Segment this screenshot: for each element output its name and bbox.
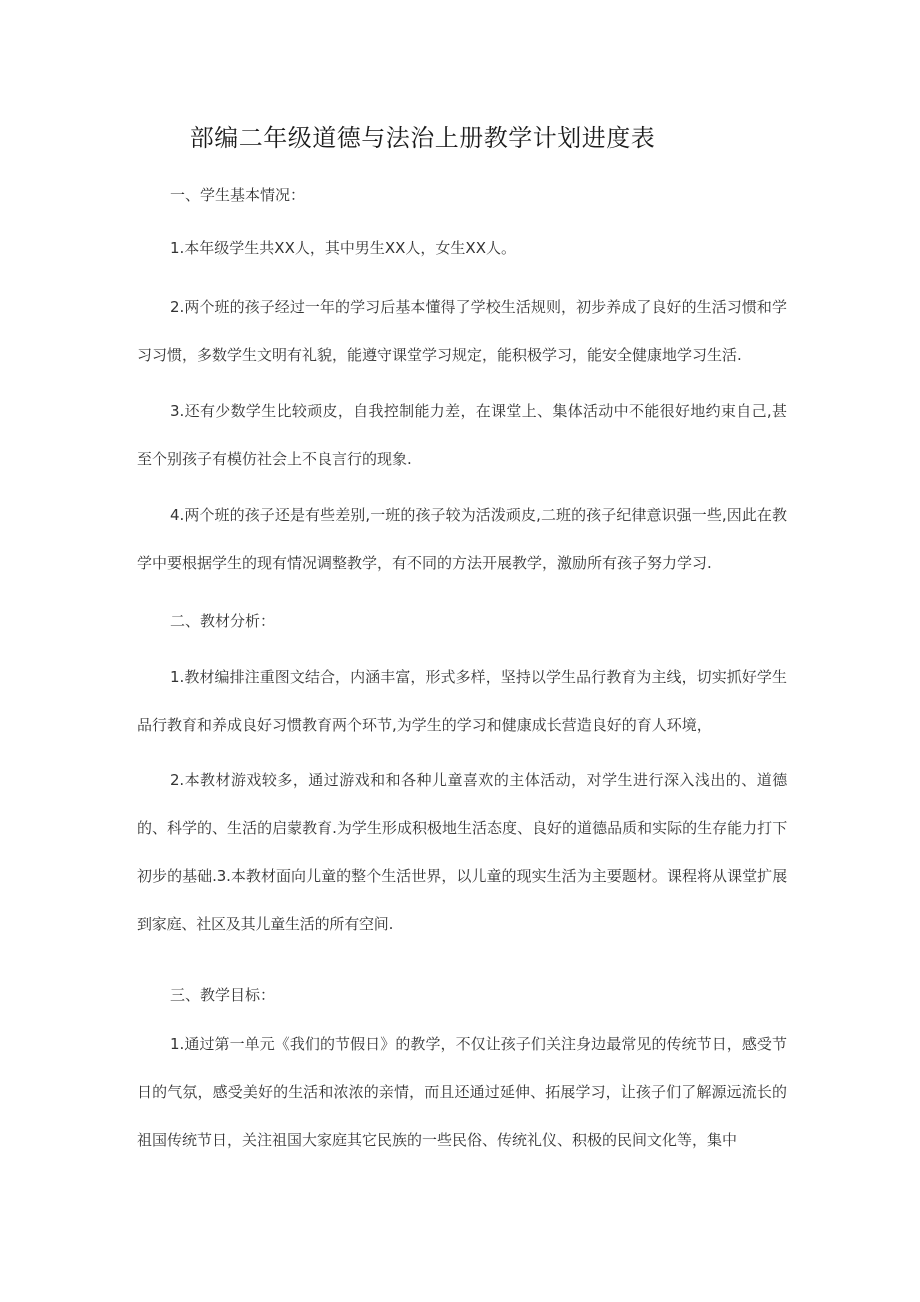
section-heading-textbook-analysis: 二、教材分析： <box>170 612 276 630</box>
paragraph-class-habits: 2.两个班的孩子经过一年的学习后基本懂得了学校生活规则，初步养成了良好的生活习惯和学习习惯，多数学生文明有礼貌，能遵守课堂学习规定，能积极学习，能安全健康地学习生活. <box>137 298 787 364</box>
paragraph-student-count: 1.本年级学生共XX人，其中男生XX人，女生XX人。 <box>170 239 516 257</box>
document-title: 部编二年级道德与法治上册教学计划进度表 <box>189 124 656 152</box>
section-heading-student-situation: 一、学生基本情况： <box>170 186 306 204</box>
paragraph-unit-one-goals: 1.通过第一单元《我们的节假日》的教学，不仅让孩子们关注身边最常见的传统节日，感受节日的气氛，感受美好的生活和浓浓的亲情，而且还通过延伸、拓展学习，让孩子们了解源远流长的祖国传统节日，关注祖国大家庭其它民族的一些民俗、传统礼仪、积极的民间文化等，集中 <box>137 1035 787 1149</box>
paragraph-textbook-games: 2.本教材游戏较多，通过游戏和和各种儿童喜欢的主体活动，对学生进行深入浅出的、道德的、科学的、生活的启蒙教育.为学生形成积极地生活态度、良好的道德品质和实际的生存能力打下初步的基础.3.本教材面向儿童的整个生活世界，以儿童的现实生活为主要题材。课程将从课堂扩展到家庭、社区及其儿童生活的所有空间. <box>137 771 787 933</box>
paragraph-class-differences: 4.两个班的孩子还是有些差别,一班的孩子较为活泼顽皮,二班的孩子纪律意识强一些,因此在教学中要根据学生的现有情况调整教学，有不同的方法开展教学，激励所有孩子努力学习. <box>137 506 787 572</box>
paragraph-self-control: 3.还有少数学生比较顽皮，自我控制能力差，在课堂上、集体活动中不能很好地约束自己,甚至个别孩子有模仿社会上不良言行的现象. <box>137 402 787 468</box>
paragraph-textbook-layout: 1.教材编排注重图文结合，内涵丰富，形式多样，坚持以学生品行教育为主线，切实抓好学生品行教育和养成良好习惯教育两个环节,为学生的学习和健康成长营造良好的育人环境， <box>137 668 787 734</box>
section-heading-teaching-goals: 三、教学目标： <box>170 986 276 1004</box>
